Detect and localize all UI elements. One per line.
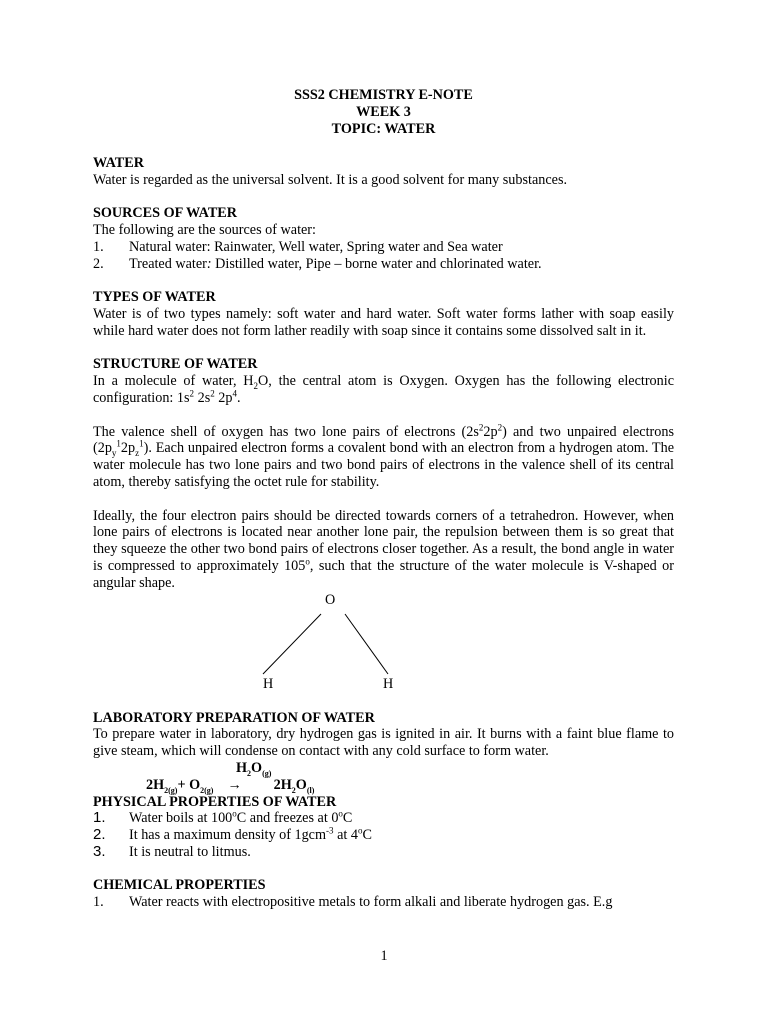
list-item: 3. It is neutral to litmus.: [93, 842, 251, 860]
list-number: 1.: [93, 809, 106, 827]
title-line-2: WEEK 3: [356, 104, 411, 120]
section-structure: [93, 356, 674, 709]
section-physical-properties: [93, 794, 674, 861]
chemical-equation: $2H_{2(g)}+ O_{2(g)}$ → $2H_2O_{(l)}$: [146, 776, 315, 795]
list-item: [93, 256, 674, 273]
source-text: Rainwater, Well water, Spring water and Sea water: [214, 238, 503, 255]
list-number: 3.: [93, 842, 106, 860]
water-molecule-diagram: [93, 592, 674, 710]
list-number: 2.: [93, 826, 106, 844]
heading-sources: SOURCES OF WATER: [93, 205, 238, 222]
physical-properties-list: [93, 810, 674, 860]
sources-intro: The following are the sources of water:: [93, 221, 316, 238]
list-item: 1. Water boils at 100$^o$C and freezes at 0$^o$C: [93, 808, 353, 827]
heading-structure: STRUCTURE OF WATER: [93, 356, 258, 373]
structure-paragraph-3: Ideally, the four electron pairs should be directed towards corners of a tetrahedron. However, when lone pairs of electrons is located near another lone pair, the repulsion between them is so great that they squeeze the other two bond pairs of electrons closer together. As a result, the bond angle in water is compressed to approximately 105$^o$, such that the structure of the water molecule is V-shaped or angular shape.: [93, 507, 674, 591]
document-title: [93, 87, 674, 138]
section-water: [93, 155, 674, 189]
list-number: 2.: [93, 255, 104, 272]
list-number: 1.: [93, 238, 104, 255]
oxygen-atom-label: O: [325, 591, 336, 608]
bond-line-right: [345, 614, 388, 674]
section-lab-preparation: [93, 710, 674, 794]
list-item: 2. It has a maximum density of 1gcm$^{-3}$ at 4$^o$C: [93, 825, 372, 844]
page-number: 1: [380, 948, 388, 964]
structure-paragraph-2: The valence shell of oxygen has two lone pairs of electrons $(2s^22p^2)$ and two unpaired electrons $(2p_y^12p_z^1)$. Each unpaired electron forms a covalent bond with an electron from a hydrogen atom. The water molecule has two lone pairs and two bond pairs of electrons in the valence shell of its central atom, thereby satisfying the octet rule for stability.: [93, 421, 674, 490]
source-label: Treated water: [129, 255, 207, 272]
source-label: Natural water:: [129, 238, 215, 255]
types-text: Water is of two types namely: soft water and hard water. Soft water forms lather with soap easily while hard water does not form lather readily with soap since it contains some dissolved salt in it.: [93, 305, 674, 339]
heading-lab-preparation: LABORATORY PREPARATION OF WATER: [93, 709, 375, 726]
list-item: 1. Water reacts with electropositive metals to form alkali and liberate hydrogen gas. E.g: [93, 894, 613, 911]
heading-chemical-properties: CHEMICAL PROPERTIES: [93, 877, 266, 894]
source-text: Distilled water, Pipe – borne water and chlorinated water.: [215, 255, 542, 272]
section-sources: [93, 205, 674, 272]
lab-text: To prepare water in laboratory, dry hydrogen gas is ignited in air. It burns with a faint blue flame to give steam, which will condense on contact with any cold surface to form water.: [93, 726, 674, 760]
section-chemical-properties: [93, 877, 674, 911]
water-text: Water is regarded as the universal solvent. It is a good solvent for many substances.: [93, 171, 568, 188]
chemical-properties-list: [93, 894, 674, 911]
document-page: [93, 87, 674, 911]
title-line-1: SSS2 CHEMISTRY E-NOTE: [294, 87, 473, 103]
list-item: [93, 239, 674, 256]
hydrogen-atom-left-label: H: [263, 675, 274, 692]
heading-physical-properties: PHYSICAL PROPERTIES OF WATER: [93, 793, 337, 810]
bond-lines: [93, 592, 413, 710]
title-line-3: TOPIC: WATER: [331, 121, 436, 137]
hydrogen-atom-right-label: H: [383, 675, 394, 692]
list-number: 1.: [93, 894, 104, 911]
heading-water: WATER: [93, 154, 144, 171]
structure-paragraph-1: In a molecule of water, $H_2O$, the central atom is Oxygen. Oxygen has the following electronic configuration: $1s^2$ $2s^2$ $2p^4$.: [93, 373, 674, 406]
heading-types: TYPES OF WATER: [93, 289, 216, 306]
sources-list: [93, 239, 674, 273]
section-types: [93, 289, 674, 339]
equation-arrow: →: [227, 776, 242, 793]
source-colon: :: [206, 255, 216, 272]
bond-line-left: [263, 614, 321, 674]
equation-top: $H_2O_{(g)}$: [236, 759, 272, 778]
